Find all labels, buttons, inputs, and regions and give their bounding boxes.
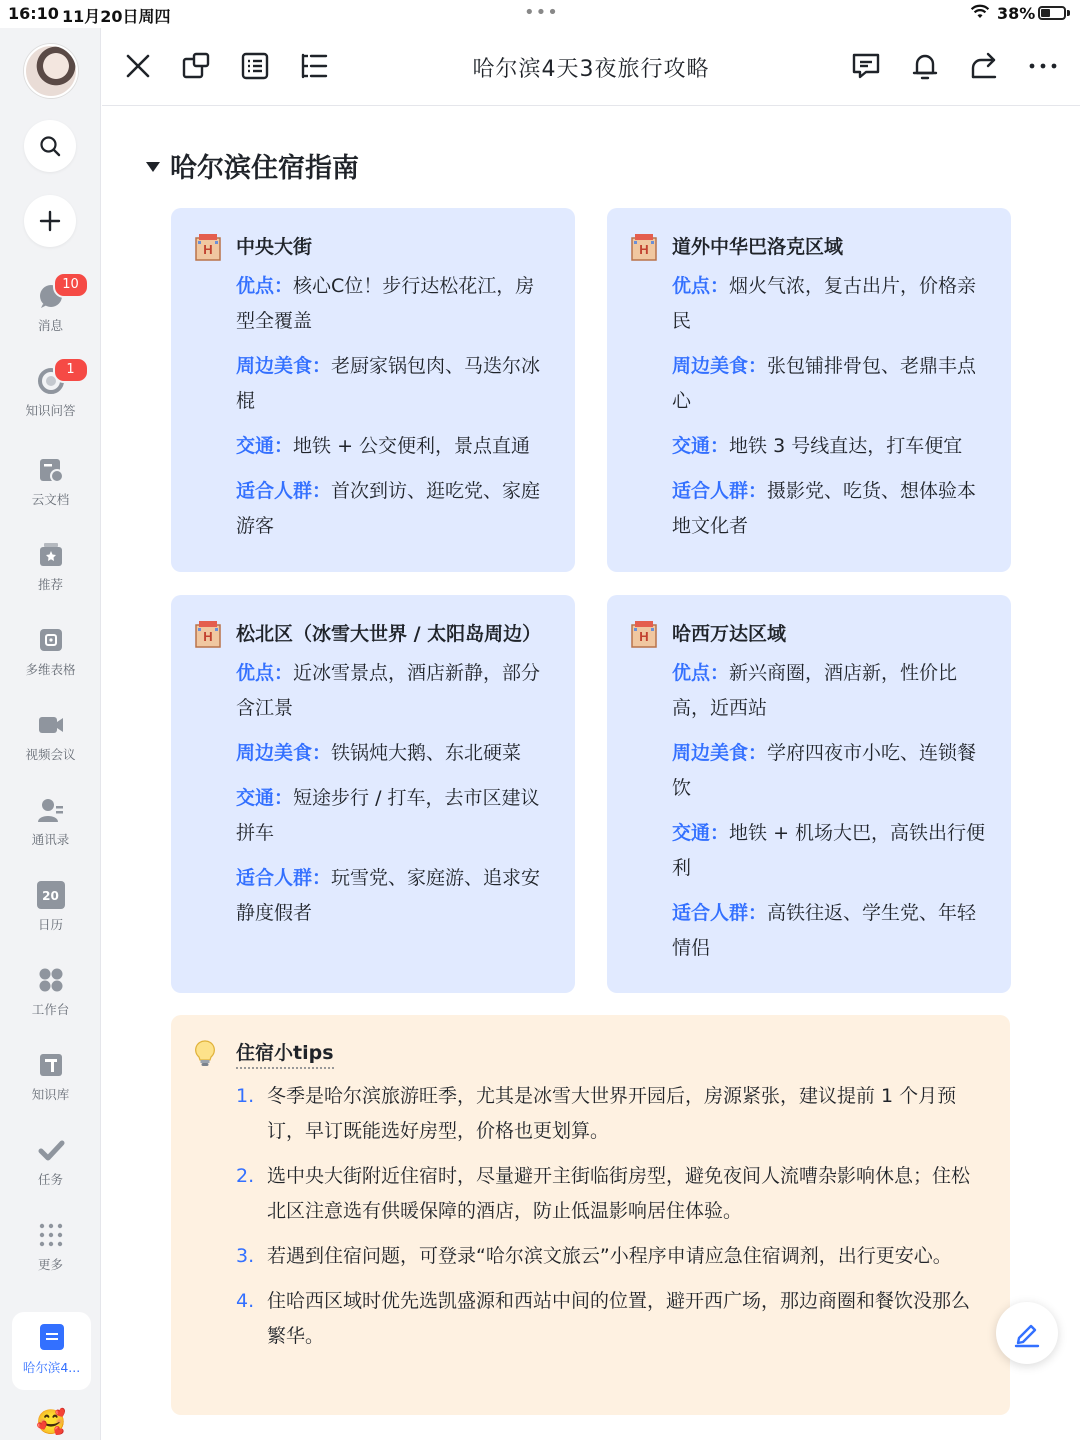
sidebar-item-contacts[interactable] [0,796,101,848]
messages-badge: 10 [53,272,89,298]
card-row-audience: 适合人群：摄影党、吃货、想体验本地文化者 [672,480,977,537]
list-number: 4. [236,1290,255,1312]
svg-text:H: H [639,242,649,257]
card-row-transport: 交通：地铁 + 公交便利，景点直通 [236,435,531,457]
card-row-food: 周边美食：张包铺排骨包、老鼎丰点心 [672,355,977,412]
battery-icon [1038,6,1066,20]
card-row-pros: 优点：核心C位！步行达松花江，房型全覆盖 [236,275,535,332]
sidebar-item-label: 更多 [37,1257,63,1272]
card-row-food: 周边美食：老厨家锅包肉、马迭尔冰棍 [236,355,541,412]
card-row-audience: 适合人群：高铁往返、学生党、年轻情侣 [672,902,977,959]
card-row-pros: 优点：烟火气浓，复古出片，价格亲民 [672,275,977,332]
card-heading [629,617,987,652]
row-key: 优点 [236,275,275,297]
row-value: 首次到访、逛吃党、家庭游客 [236,480,541,537]
search-button[interactable] [24,120,76,172]
card-heading [629,230,987,265]
wiki-icon [37,1051,65,1079]
base-table-icon [37,626,65,654]
edit-button[interactable] [996,1302,1058,1364]
cloud-doc-icon [37,456,65,484]
list-number: 2. [236,1165,255,1187]
sidebar-item-wiki[interactable] [0,1051,101,1103]
recommend-icon [37,541,65,569]
sidebar-item-label: 日历 [37,917,63,932]
sidebar [0,28,101,1440]
sidebar-item-label: 视频会议 [25,747,76,762]
sidebar-item-label: 通讯录 [31,832,70,847]
card-title: 松北区（冰雪大世界 / 太阳岛周边） [236,623,542,645]
card-row-transport: 交通：地铁 + 机场大巴，高铁出行便利 [672,822,986,879]
battery-tip [1067,10,1070,16]
sidebar-item-messages[interactable] [0,277,101,334]
sidebar-item-label: 知识问答 [25,403,76,418]
sidebar-item-calendar[interactable] [0,881,101,933]
section-title-text: 哈尔滨住宿指南 [170,153,359,184]
row-key: 交通 [236,787,275,809]
sidebar-item-label: 工作台 [31,1002,70,1017]
knowledge-qa-badge: 1 [53,357,89,383]
create-button[interactable] [24,195,76,247]
list-item [236,1239,986,1274]
row-value: 学府四夜市小吃、连锁餐饮 [672,742,977,799]
plus-icon [38,209,62,233]
calendar-day: 20 [42,889,59,903]
task-check-icon [37,1136,65,1164]
row-key: 交通 [672,435,711,457]
row-value: 高铁往返、学生党、年轻情侣 [672,902,977,959]
sidebar-item-video-meeting[interactable] [0,711,101,763]
list-item [236,1284,986,1354]
card-title: 中央大街 [236,236,313,258]
status-bar [0,0,1080,28]
card-heading [193,230,551,265]
document-toolbar [102,28,1080,106]
card-row-transport: 交通：地铁 3 号线直达，打车便宜 [672,435,963,457]
row-key: 交通 [672,822,711,844]
card-row-pros: 优点：近冰雪景点，酒店新静，部分含江景 [236,662,541,719]
comment-icon[interactable] [850,50,882,82]
row-value: 张包铺排骨包、老鼎丰点心 [672,355,977,412]
list-text: 若遇到住宿问题，可登录“哈尔滨文旅云”小程序申请应急住宿调剂，出行更安心。 [267,1245,952,1267]
card-heading [193,617,551,652]
row-value: 玩雪党、家庭游、追求安静度假者 [236,867,541,924]
card-title: 道外中华巴洛克区域 [672,236,844,258]
area-card [171,208,575,572]
card-row-audience: 适合人群：首次到访、逛吃党、家庭游客 [236,480,541,537]
search-icon [38,134,62,158]
sidebar-item-label: 云文档 [31,492,70,507]
sidebar-item-recommend[interactable] [0,541,101,593]
row-key: 优点 [672,662,711,684]
sidebar-item-label: 消息 [37,318,63,333]
battery-percent: 38% [997,4,1036,23]
sidebar-item-label: 推荐 [37,577,63,592]
list-text: 选中央大街附近住宿时，尽量避开主街临街房型，避免夜间人流嘈杂影响休息；住松北区注意选有供暖保障的酒店，防止低温影响居住体验。 [267,1165,971,1222]
more-options-icon[interactable] [1027,50,1059,82]
sidebar-item-tasks[interactable] [0,1136,101,1188]
row-key: 适合人群 [672,902,749,924]
collapse-caret-icon[interactable] [146,162,160,172]
sidebar-item-cloud-docs[interactable] [0,456,101,508]
bell-icon[interactable] [909,50,941,82]
list-number: 3. [236,1245,255,1267]
calendar-icon [37,881,65,909]
edit-pencil-icon [1012,1318,1042,1348]
row-value: 核心C位！步行达松花江，房型全覆盖 [236,275,535,332]
sidebar-item-more[interactable] [0,1221,101,1273]
section-heading[interactable] [146,146,359,185]
hotel-icon [629,232,659,262]
more-dots-icon [37,1221,65,1249]
sidebar-item-knowledge-qa[interactable] [0,362,101,419]
ai-swirl-icon [37,362,75,395]
row-value: 短途步行 / 打车，去市区建议拼车 [236,787,540,844]
tips-list [236,1079,986,1354]
card-title: 哈西万达区域 [672,623,787,645]
card-row-transport: 交通：短途步行 / 打车，去市区建议拼车 [236,787,540,844]
wifi-icon [970,4,990,20]
svg-text:H: H [639,629,649,644]
list-text: 住哈西区域时优先选凯盛源和西站中间的位置，避开西广场，那边商圈和餐饮没那么繁华。 [267,1290,971,1347]
svg-text:H: H [203,629,213,644]
list-item [236,1079,986,1149]
tips-title: 住宿小tips [236,1039,334,1069]
tips-callout [171,1015,1010,1415]
sidebar-item-base[interactable] [0,626,101,678]
card-row-food: 周边美食：学府四夜市小吃、连锁餐饮 [672,742,977,799]
active-document-label: 哈尔滨4... [22,1360,81,1375]
share-icon[interactable] [968,50,1000,82]
tips-heading [193,1039,986,1069]
row-value: 老厨家锅包肉、马迭尔冰棍 [236,355,541,412]
document-icon [40,1324,64,1350]
sidebar-active-document[interactable] [12,1312,91,1390]
row-value: 烟火气浓，复古出片，价格亲民 [672,275,977,332]
status-time: 16:10 [8,4,59,23]
row-key: 适合人群 [236,867,313,889]
area-card [607,208,1011,572]
list-number: 1. [236,1085,255,1107]
lightbulb-icon [193,1039,217,1069]
row-key: 优点 [672,275,711,297]
sidebar-item-label: 知识库 [31,1087,70,1102]
row-value: 近冰雪景点，酒店新静，部分含江景 [236,662,541,719]
row-key: 周边美食 [672,742,749,764]
multitask-dots[interactable]: ••• [524,2,559,23]
row-key: 周边美食 [236,742,313,764]
emoji-status-icon[interactable]: 🥰 [36,1408,66,1436]
list-item [236,1159,986,1229]
row-value: 地铁 + 机场大巴，高铁出行便利 [672,822,986,879]
hotel-icon [193,232,223,262]
contacts-icon [37,796,65,824]
row-key: 适合人群 [236,480,313,502]
row-key: 交通 [236,435,275,457]
card-row-food: 周边美食：铁锅炖大鹅、东北硬菜 [236,742,522,764]
row-value: 铁锅炖大鹅、东北硬菜 [331,742,522,764]
list-text: 冬季是哈尔滨旅游旺季，尤其是冰雪大世界开园后，房源紧张，建议提前 1 个月预订，早订既能选好房型，价格也更划算。 [267,1085,957,1142]
row-key: 适合人群 [672,480,749,502]
row-key: 周边美食 [672,355,749,377]
row-key: 周边美食 [236,355,313,377]
sidebar-item-label: 多维表格 [25,662,76,677]
card-row-pros: 优点：新兴商圈，酒店新，性价比高，近西站 [672,662,958,719]
row-key: 优点 [236,662,275,684]
area-card [171,595,575,993]
hotel-icon [193,619,223,649]
status-date: 11月20日周四 [62,7,171,26]
sidebar-item-label: 任务 [37,1172,63,1187]
video-camera-icon [37,711,65,739]
row-value: 地铁 + 公交便利，景点直通 [293,435,531,457]
sidebar-item-workplace[interactable] [0,966,101,1018]
chat-bubble-icon [37,277,79,310]
avatar[interactable] [24,44,78,98]
area-card [607,595,1011,993]
document-title: 哈尔滨4天3夜旅行攻略 [472,57,710,82]
svg-text:H: H [203,242,213,257]
card-row-audience: 适合人群：玩雪党、家庭游、追求安静度假者 [236,867,541,924]
row-value: 新兴商圈，酒店新，性价比高，近西站 [672,662,958,719]
workplace-grid-icon [37,966,65,994]
row-value: 摄影党、吃货、想体验本地文化者 [672,480,977,537]
row-value: 地铁 3 号线直达，打车便宜 [729,435,963,457]
hotel-icon [629,619,659,649]
